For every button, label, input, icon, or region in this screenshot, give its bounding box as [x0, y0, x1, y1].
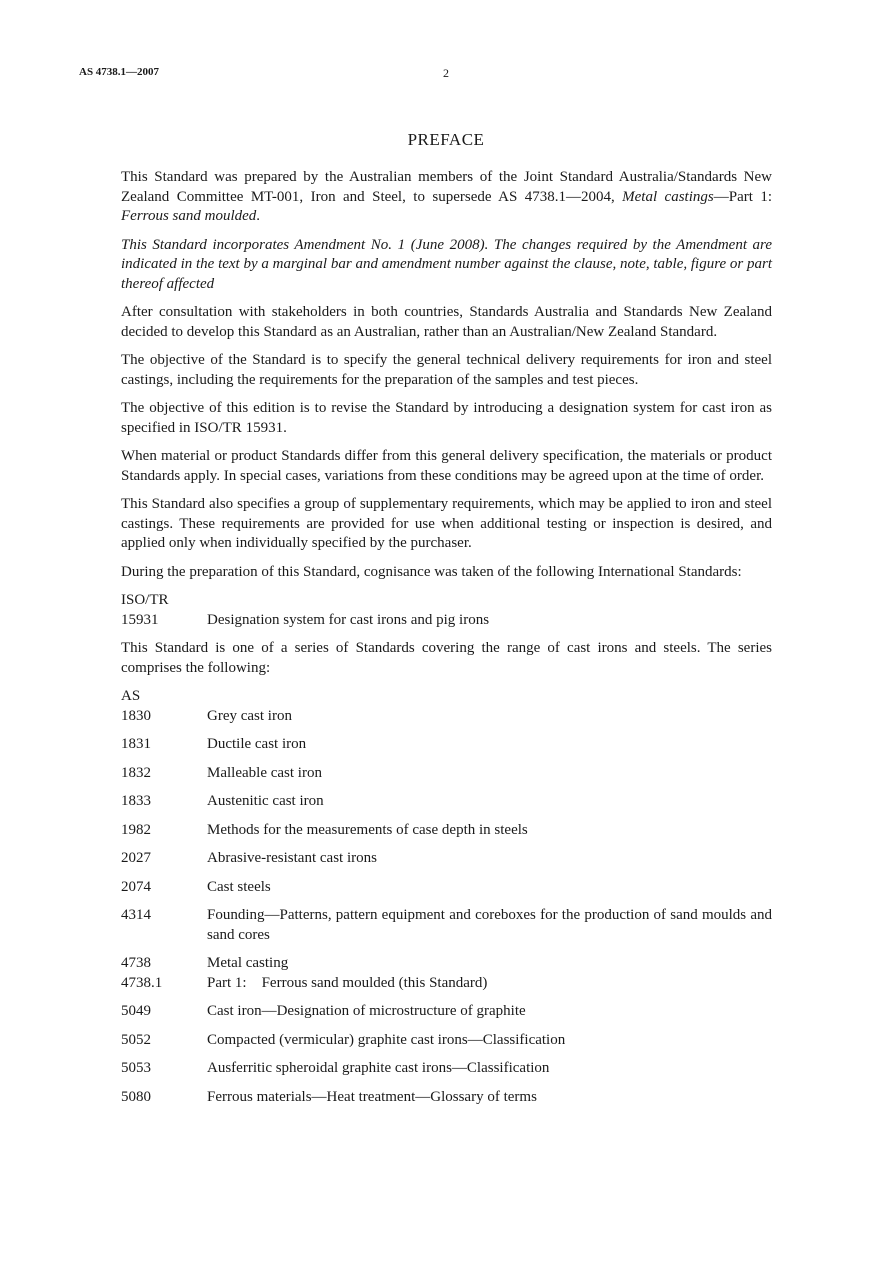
ref-title: Cast iron—Designation of microstructure of graphite [207, 1003, 526, 1019]
ref-code: 4314 [121, 907, 151, 923]
list-item [121, 1088, 772, 1108]
ref-title: Metal casting [207, 955, 289, 971]
ref-title: Methods for the measurements of case depth in steels [207, 821, 528, 838]
paragraph-differences: When material or product Standards differ from this general delivery specification, the materials or product Standards apply. In special cases, variations from these conditions may be agreed upon at the time of order. [121, 448, 772, 484]
list-item [121, 906, 772, 945]
paragraph-amendment: This Standard incorporates Amendment No. 1 (June 2008). The changes required by the Amendment are indicated in the text by a marginal bar and amendment number against the clause, note, table, figure or part thereof affected [121, 236, 772, 292]
ref-code: 5053 [121, 1060, 151, 1076]
preface-body [121, 168, 772, 1116]
paragraph-objective: The objective of the Standard is to specify the general technical delivery requirements for iron and steel castings, including the requirements for the preparation of the samples and test pieces. [121, 352, 772, 388]
document-id: AS 4738.1—2007 [79, 66, 160, 78]
list-item [121, 878, 772, 898]
ref-code: 2074 [121, 878, 151, 895]
list-item [121, 1059, 772, 1079]
ref-title: Cast steels [207, 878, 271, 895]
ref-code: 1833 [121, 793, 151, 809]
paragraph-cognisance: During the preparation of this Standard, cognisance was taken of the following International Standards: [121, 563, 742, 580]
ref-code: 1830 [121, 707, 151, 724]
list-item [121, 792, 772, 812]
list-item [121, 1031, 772, 1051]
ref-code: 2027 [121, 850, 151, 866]
ref-title: Abrasive-resistant cast irons [207, 850, 377, 866]
ref-title: Grey cast iron [207, 707, 292, 724]
ref-code: 4738 [121, 955, 151, 971]
list-item [121, 954, 772, 974]
ref-code: 5049 [121, 1003, 151, 1019]
ref-title: Part 1: Ferrous sand moulded (this Standard) [207, 974, 488, 991]
ref-code: 5052 [121, 1031, 151, 1048]
paragraph-consultation: After consultation with stakeholders in both countries, Standards Australia and Standards New Zealand decided to develop this Standard as an Australian, rather than an Australian/New Zealand Standard. [121, 304, 772, 340]
list-item [121, 707, 772, 727]
paragraph-supplementary: This Standard also specifies a group of supplementary requirements, which may be applied to iron and steel castings. These requirements are provided for use when additional testing or inspection is desired, and applied only when individually specified by the purchaser. [121, 496, 772, 551]
ref-title: Ferrous materials—Heat treatment—Glossary of terms [207, 1088, 537, 1105]
ref-title: Malleable cast iron [207, 764, 322, 781]
ref-title: Compacted (vermicular) graphite cast irons—Classification [207, 1031, 566, 1048]
ref-code: 4738.1 [121, 974, 163, 991]
list-item [121, 821, 772, 841]
ref-code: 1831 [121, 736, 151, 752]
paragraph-committee: This Standard was prepared by the Australian members of the Joint Standard Australia/Standards New Zealand Committee MT-001, Iron and Steel, to supersede AS 4738.1—2004, Metal castings—Part 1: Ferrous sand moulded. [121, 169, 772, 224]
iso-refs-heading: ISO/TR [121, 592, 169, 608]
paragraph-series: This Standard is one of a series of Standards covering the range of cast irons and steels. The series comprises the following: [121, 640, 772, 676]
ref-title: Ductile cast iron [207, 736, 307, 752]
list-item [121, 611, 772, 631]
as-refs-heading: AS [121, 688, 141, 704]
list-item [121, 974, 772, 994]
list-item [121, 735, 772, 755]
ref-code: 15931 [121, 611, 159, 628]
paragraph-edition: The objective of this edition is to revise the Standard by introducing a designation system for cast iron as specified in ISO/TR 15931. [121, 400, 772, 436]
ref-title: Designation system for cast irons and pig irons [207, 611, 490, 628]
list-item [121, 764, 772, 784]
ref-title: Founding—Patterns, pattern equipment and coreboxes for the production of sand moulds and sand cores [207, 907, 772, 943]
page-title: PREFACE [407, 130, 485, 149]
ref-title: Austenitic cast iron [207, 793, 324, 809]
ref-title: Ausferritic spheroidal graphite cast irons—Classification [207, 1060, 550, 1076]
list-item [121, 849, 772, 869]
ref-code: 5080 [121, 1088, 151, 1105]
list-item [121, 1002, 772, 1022]
ref-code: 1832 [121, 764, 151, 781]
ref-code: 1982 [121, 821, 151, 838]
page-number: 2 [443, 66, 449, 80]
